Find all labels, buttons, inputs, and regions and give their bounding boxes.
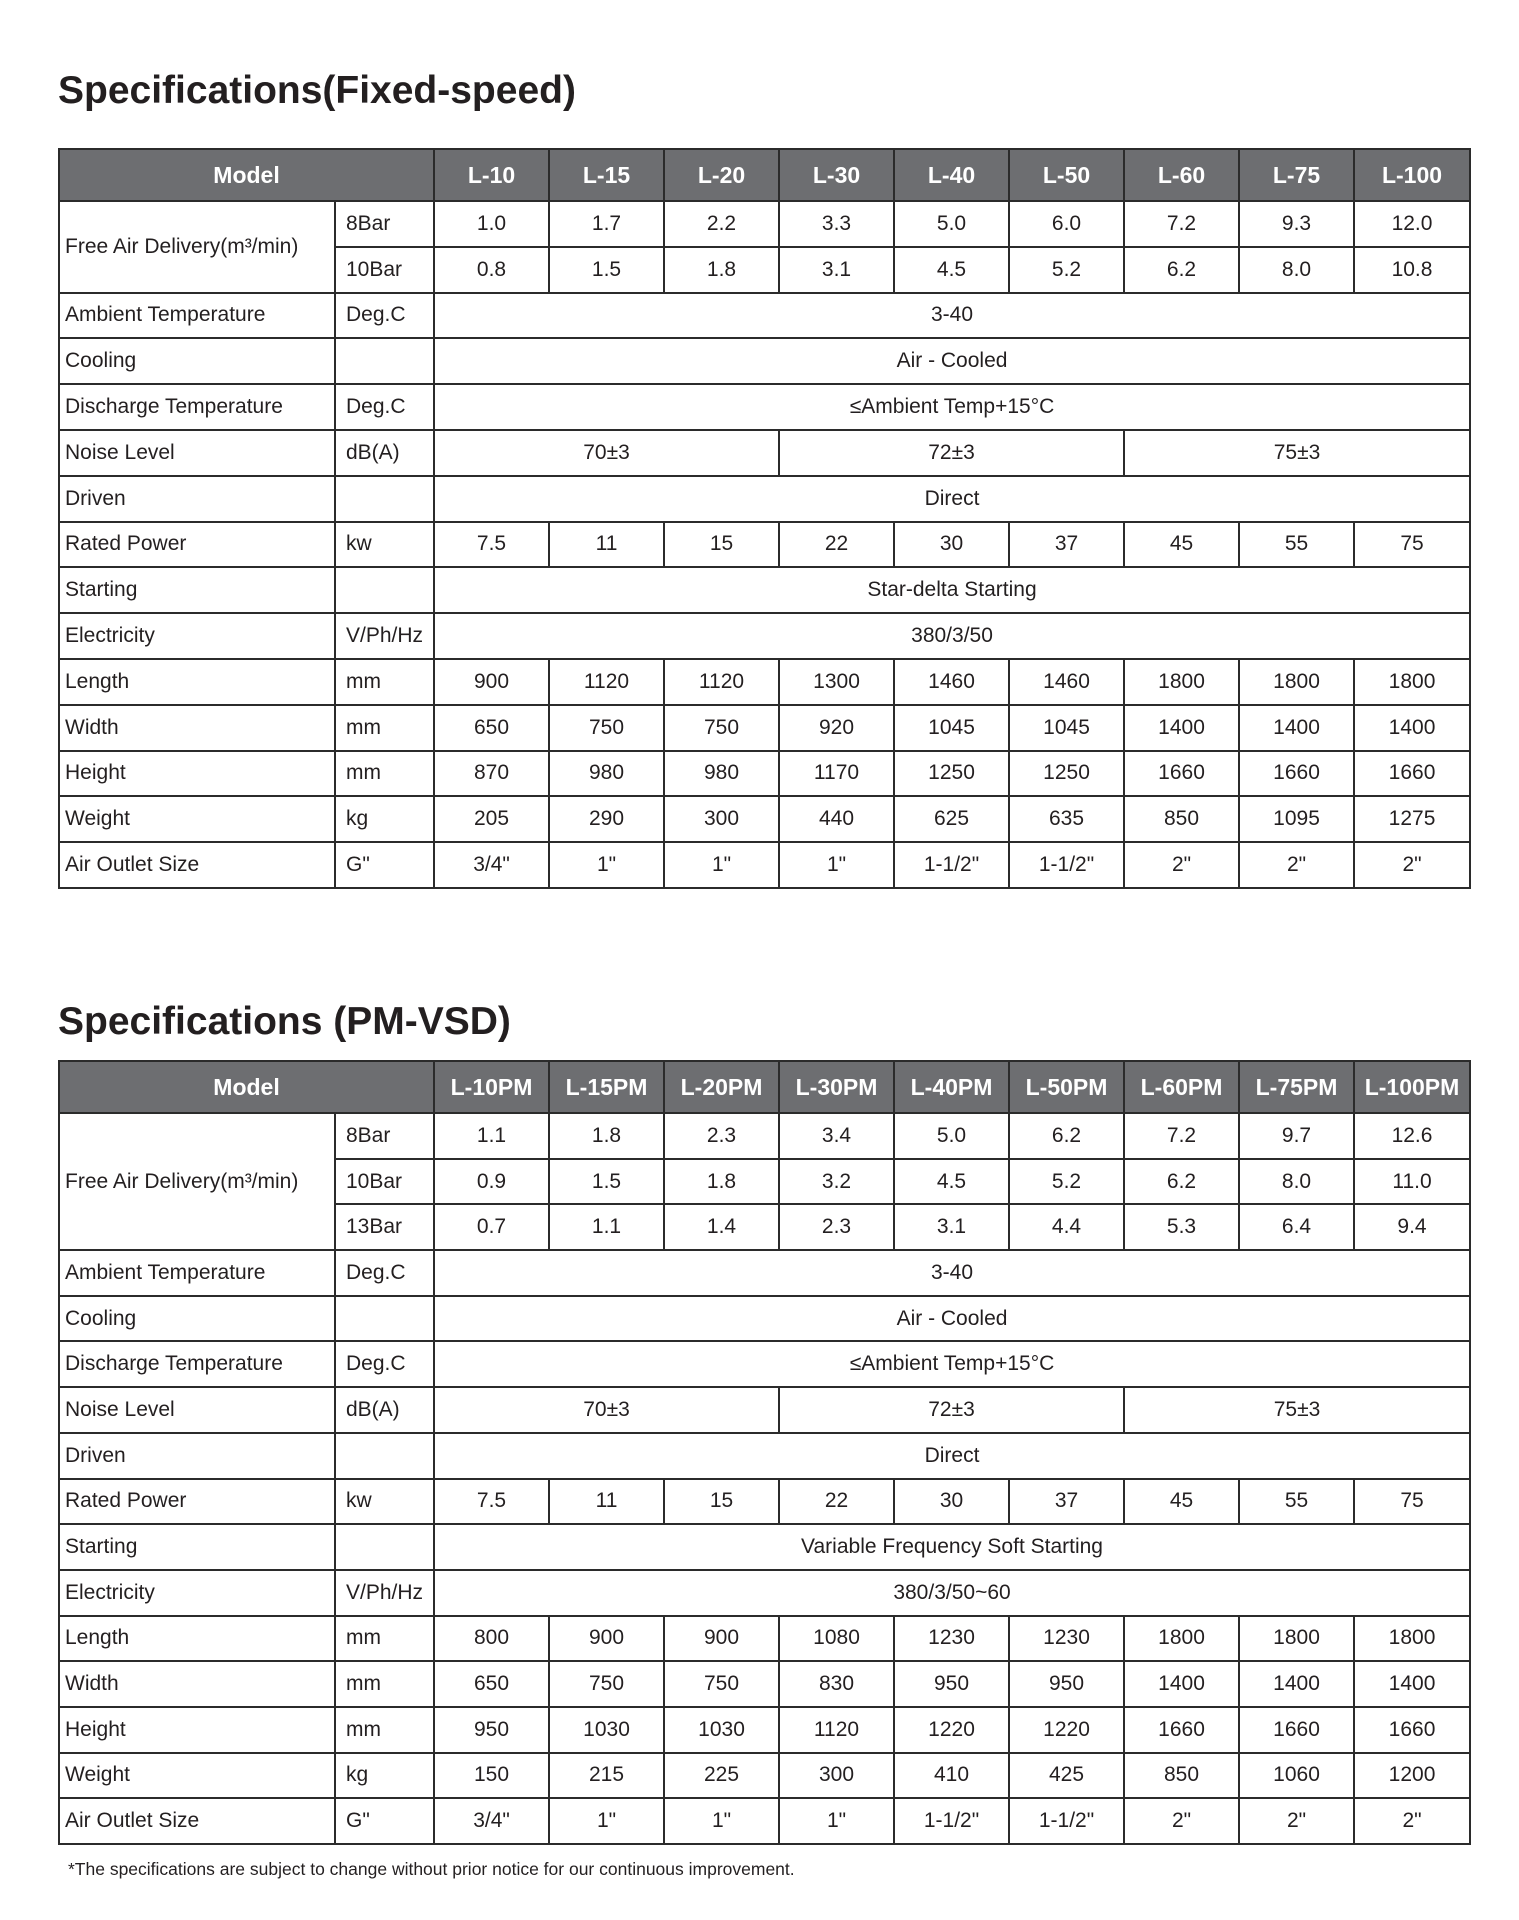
value-cell: 1800 — [1124, 1616, 1239, 1662]
merged-value-cell: 72±3 — [779, 430, 1124, 476]
value-cell: 1-1/2" — [894, 1798, 1009, 1844]
value-cell: 15 — [664, 1479, 779, 1525]
pressure-label: 10Bar — [335, 247, 434, 293]
value-cell: 9.3 — [1239, 201, 1354, 247]
value-cell: 1400 — [1124, 705, 1239, 751]
value-cell: 1400 — [1124, 1661, 1239, 1707]
value-cell: 0.7 — [434, 1204, 549, 1250]
merged-value-cell: Direct — [434, 476, 1470, 522]
model-name: L-15 — [549, 149, 664, 201]
param-label: Electricity — [59, 1570, 335, 1616]
spec-row — [59, 1433, 1470, 1479]
merged-value-cell: Star-delta Starting — [434, 567, 1470, 613]
value-cell: 7.2 — [1124, 201, 1239, 247]
param-label: Height — [59, 1707, 335, 1753]
value-cell: 1030 — [549, 1707, 664, 1753]
value-cell: 800 — [434, 1616, 549, 1662]
model-name: L-20PM — [664, 1061, 779, 1113]
unit-label: dB(A) — [335, 1387, 434, 1433]
model-name: L-10PM — [434, 1061, 549, 1113]
value-cell: 55 — [1239, 1479, 1354, 1525]
value-cell: 45 — [1124, 1479, 1239, 1525]
value-cell: 1" — [664, 1798, 779, 1844]
value-cell: 1.8 — [549, 1113, 664, 1159]
value-cell: 215 — [549, 1753, 664, 1799]
spec-row — [59, 476, 1470, 522]
value-cell: 635 — [1009, 796, 1124, 842]
model-name: L-30 — [779, 149, 894, 201]
value-cell: 1400 — [1239, 705, 1354, 751]
model-name: L-100 — [1354, 149, 1470, 201]
value-cell: 1095 — [1239, 796, 1354, 842]
unit-label — [335, 476, 434, 522]
param-label: Width — [59, 1661, 335, 1707]
model-name: L-100PM — [1354, 1061, 1470, 1113]
value-cell: 15 — [664, 522, 779, 568]
value-cell: 1-1/2" — [894, 842, 1009, 888]
value-cell: 2" — [1239, 1798, 1354, 1844]
value-cell: 45 — [1124, 522, 1239, 568]
unit-label: mm — [335, 751, 434, 797]
value-cell: 3.3 — [779, 201, 894, 247]
unit-label: Deg.C — [335, 293, 434, 339]
value-cell: 1660 — [1354, 1707, 1470, 1753]
param-label: Length — [59, 659, 335, 705]
spec-row — [59, 293, 1470, 339]
value-cell: 5.2 — [1009, 1159, 1124, 1205]
spec-row — [59, 567, 1470, 613]
value-cell: 1250 — [894, 751, 1009, 797]
model-name: L-75PM — [1239, 1061, 1354, 1113]
value-cell: 30 — [894, 522, 1009, 568]
fad-row — [59, 201, 1470, 247]
value-cell: 4.4 — [1009, 1204, 1124, 1250]
unit-label: Deg.C — [335, 1250, 434, 1296]
value-cell: 1.1 — [549, 1204, 664, 1250]
spec-row — [59, 751, 1470, 797]
value-cell: 1660 — [1124, 1707, 1239, 1753]
value-cell: 1230 — [1009, 1616, 1124, 1662]
unit-label: Deg.C — [335, 1341, 434, 1387]
merged-value-cell: Air - Cooled — [434, 338, 1470, 384]
value-cell: 1300 — [779, 659, 894, 705]
unit-label: dB(A) — [335, 430, 434, 476]
model-name: L-20 — [664, 149, 779, 201]
value-cell: 75 — [1354, 1479, 1470, 1525]
spec-row — [59, 705, 1470, 751]
param-label: Discharge Temperature — [59, 384, 335, 430]
param-label: Weight — [59, 1753, 335, 1799]
spec-row — [59, 1296, 1470, 1342]
spec-row — [59, 1570, 1470, 1616]
value-cell: 4.5 — [894, 247, 1009, 293]
value-cell: 55 — [1239, 522, 1354, 568]
value-cell: 750 — [664, 1661, 779, 1707]
unit-label — [335, 338, 434, 384]
model-header: Model — [59, 149, 434, 201]
value-cell: 6.0 — [1009, 201, 1124, 247]
param-label: Driven — [59, 476, 335, 522]
value-cell: 650 — [434, 1661, 549, 1707]
value-cell: 1800 — [1354, 659, 1470, 705]
model-name: L-40PM — [894, 1061, 1009, 1113]
value-cell: 9.4 — [1354, 1204, 1470, 1250]
value-cell: 2" — [1354, 1798, 1470, 1844]
value-cell: 1-1/2" — [1009, 1798, 1124, 1844]
param-label: Air Outlet Size — [59, 1798, 335, 1844]
spec-row — [59, 659, 1470, 705]
value-cell: 980 — [664, 751, 779, 797]
value-cell: 1.8 — [664, 1159, 779, 1205]
value-cell: 6.4 — [1239, 1204, 1354, 1250]
value-cell: 1060 — [1239, 1753, 1354, 1799]
fad-row — [59, 1113, 1470, 1159]
value-cell: 5.0 — [894, 1113, 1009, 1159]
unit-label — [335, 1433, 434, 1479]
value-cell: 2" — [1239, 842, 1354, 888]
value-cell: 3.4 — [779, 1113, 894, 1159]
value-cell: 12.6 — [1354, 1113, 1470, 1159]
value-cell: 900 — [664, 1616, 779, 1662]
value-cell: 1800 — [1239, 659, 1354, 705]
pm-vsd-title: Specifications (PM-VSD) — [58, 1000, 511, 1043]
value-cell: 290 — [549, 796, 664, 842]
value-cell: 300 — [779, 1753, 894, 1799]
pm-vsd-spec-table — [58, 1060, 1471, 1845]
value-cell: 1170 — [779, 751, 894, 797]
value-cell: 2.3 — [664, 1113, 779, 1159]
value-cell: 1200 — [1354, 1753, 1470, 1799]
value-cell: 6.2 — [1124, 1159, 1239, 1205]
value-cell: 1.7 — [549, 201, 664, 247]
value-cell: 9.7 — [1239, 1113, 1354, 1159]
value-cell: 1.5 — [549, 1159, 664, 1205]
value-cell: 1660 — [1239, 751, 1354, 797]
value-cell: 2.2 — [664, 201, 779, 247]
unit-label — [335, 1524, 434, 1570]
unit-label: Deg.C — [335, 384, 434, 430]
value-cell: 37 — [1009, 1479, 1124, 1525]
value-cell: 1400 — [1239, 1661, 1354, 1707]
unit-label: kw — [335, 1479, 434, 1525]
value-cell: 1" — [549, 842, 664, 888]
merged-value-cell: 70±3 — [434, 430, 779, 476]
spec-row — [59, 1661, 1470, 1707]
pressure-label: 8Bar — [335, 201, 434, 247]
value-cell: 7.2 — [1124, 1113, 1239, 1159]
value-cell: 3.2 — [779, 1159, 894, 1205]
value-cell: 1220 — [1009, 1707, 1124, 1753]
unit-label: mm — [335, 1661, 434, 1707]
merged-value-cell: 380/3/50 — [434, 613, 1470, 659]
value-cell: 1660 — [1124, 751, 1239, 797]
spec-row — [59, 338, 1470, 384]
unit-label: mm — [335, 1616, 434, 1662]
merged-value-cell: 72±3 — [779, 1387, 1124, 1433]
spec-row — [59, 1753, 1470, 1799]
value-cell: 1230 — [894, 1616, 1009, 1662]
value-cell: 6.2 — [1124, 247, 1239, 293]
param-label: Driven — [59, 1433, 335, 1479]
footnote: *The specifications are subject to change without prior notice for our continuous improvement. — [68, 1859, 795, 1879]
value-cell: 0.8 — [434, 247, 549, 293]
param-label: Starting — [59, 567, 335, 613]
value-cell: 30 — [894, 1479, 1009, 1525]
value-cell: 625 — [894, 796, 1009, 842]
param-label: Noise Level — [59, 1387, 335, 1433]
param-label: Free Air Delivery(m³/min) — [59, 201, 335, 293]
value-cell: 1" — [664, 842, 779, 888]
unit-label: mm — [335, 1707, 434, 1753]
pressure-label: 13Bar — [335, 1204, 434, 1250]
value-cell: 920 — [779, 705, 894, 751]
unit-label: kg — [335, 796, 434, 842]
value-cell: 1250 — [1009, 751, 1124, 797]
value-cell: 11 — [549, 1479, 664, 1525]
unit-label — [335, 567, 434, 613]
spec-row — [59, 613, 1470, 659]
param-label: Ambient Temperature — [59, 1250, 335, 1296]
value-cell: 1800 — [1124, 659, 1239, 705]
value-cell: 750 — [549, 1661, 664, 1707]
spec-row — [59, 1250, 1470, 1296]
value-cell: 950 — [434, 1707, 549, 1753]
param-label: Weight — [59, 796, 335, 842]
merged-value-cell: ≤Ambient Temp+15°C — [434, 1341, 1470, 1387]
value-cell: 1120 — [664, 659, 779, 705]
spec-row — [59, 796, 1470, 842]
param-label: Width — [59, 705, 335, 751]
value-cell: 7.5 — [434, 522, 549, 568]
merged-value-cell: 75±3 — [1124, 430, 1470, 476]
value-cell: 1400 — [1354, 705, 1470, 751]
value-cell: 1.5 — [549, 247, 664, 293]
value-cell: 4.5 — [894, 1159, 1009, 1205]
model-name: L-60 — [1124, 149, 1239, 201]
param-label: Cooling — [59, 338, 335, 384]
value-cell: 2" — [1354, 842, 1470, 888]
value-cell: 3/4" — [434, 842, 549, 888]
param-label: Noise Level — [59, 430, 335, 476]
value-cell: 1.4 — [664, 1204, 779, 1250]
value-cell: 650 — [434, 705, 549, 751]
value-cell: 2" — [1124, 842, 1239, 888]
fixed-speed-title: Specifications(Fixed-speed) — [58, 69, 576, 112]
value-cell: 7.5 — [434, 1479, 549, 1525]
pressure-label: 8Bar — [335, 1113, 434, 1159]
spec-row — [59, 1798, 1470, 1844]
value-cell: 425 — [1009, 1753, 1124, 1799]
spec-row — [59, 1479, 1470, 1525]
model-header: Model — [59, 1061, 434, 1113]
value-cell: 2" — [1124, 1798, 1239, 1844]
pressure-label: 10Bar — [335, 1159, 434, 1205]
value-cell: 900 — [434, 659, 549, 705]
value-cell: 11.0 — [1354, 1159, 1470, 1205]
merged-value-cell: ≤Ambient Temp+15°C — [434, 384, 1470, 430]
value-cell: 850 — [1124, 1753, 1239, 1799]
value-cell: 1030 — [664, 1707, 779, 1753]
value-cell: 5.3 — [1124, 1204, 1239, 1250]
model-name: L-50PM — [1009, 1061, 1124, 1113]
value-cell: 37 — [1009, 522, 1124, 568]
param-label: Rated Power — [59, 522, 335, 568]
merged-value-cell: 3-40 — [434, 1250, 1470, 1296]
param-label: Ambient Temperature — [59, 293, 335, 339]
merged-value-cell: 70±3 — [434, 1387, 779, 1433]
param-label: Length — [59, 1616, 335, 1662]
value-cell: 22 — [779, 1479, 894, 1525]
value-cell: 150 — [434, 1753, 549, 1799]
value-cell: 440 — [779, 796, 894, 842]
value-cell: 980 — [549, 751, 664, 797]
param-label: Starting — [59, 1524, 335, 1570]
model-name: L-10 — [434, 149, 549, 201]
value-cell: 1045 — [1009, 705, 1124, 751]
value-cell: 205 — [434, 796, 549, 842]
spec-row — [59, 430, 1470, 476]
spec-row — [59, 1524, 1470, 1570]
value-cell: 5.2 — [1009, 247, 1124, 293]
fixed-speed-spec-table — [58, 148, 1471, 889]
value-cell: 1" — [779, 1798, 894, 1844]
spec-row — [59, 384, 1470, 430]
value-cell: 11 — [549, 522, 664, 568]
value-cell: 1-1/2" — [1009, 842, 1124, 888]
value-cell: 830 — [779, 1661, 894, 1707]
value-cell: 75 — [1354, 522, 1470, 568]
model-name: L-40 — [894, 149, 1009, 201]
value-cell: 1660 — [1354, 751, 1470, 797]
header-row — [59, 1061, 1470, 1113]
unit-label: mm — [335, 659, 434, 705]
value-cell: 1" — [549, 1798, 664, 1844]
param-label: Height — [59, 751, 335, 797]
merged-value-cell: 75±3 — [1124, 1387, 1470, 1433]
value-cell: 10.8 — [1354, 247, 1470, 293]
value-cell: 950 — [1009, 1661, 1124, 1707]
param-label: Free Air Delivery(m³/min) — [59, 1113, 335, 1250]
unit-label — [335, 1296, 434, 1342]
value-cell: 1.0 — [434, 201, 549, 247]
param-label: Discharge Temperature — [59, 1341, 335, 1387]
spec-row — [59, 1707, 1470, 1753]
unit-label: G" — [335, 1798, 434, 1844]
value-cell: 1220 — [894, 1707, 1009, 1753]
spec-row — [59, 1616, 1470, 1662]
value-cell: 300 — [664, 796, 779, 842]
merged-value-cell: 3-40 — [434, 293, 1470, 339]
value-cell: 6.2 — [1009, 1113, 1124, 1159]
value-cell: 1.1 — [434, 1113, 549, 1159]
value-cell: 1400 — [1354, 1661, 1470, 1707]
value-cell: 900 — [549, 1616, 664, 1662]
value-cell: 750 — [549, 705, 664, 751]
value-cell: 22 — [779, 522, 894, 568]
value-cell: 2.3 — [779, 1204, 894, 1250]
value-cell: 1460 — [894, 659, 1009, 705]
value-cell: 1275 — [1354, 796, 1470, 842]
unit-label: G" — [335, 842, 434, 888]
value-cell: 225 — [664, 1753, 779, 1799]
value-cell: 750 — [664, 705, 779, 751]
model-name: L-30PM — [779, 1061, 894, 1113]
unit-label: kg — [335, 1753, 434, 1799]
value-cell: 1660 — [1239, 1707, 1354, 1753]
merged-value-cell: Variable Frequency Soft Starting — [434, 1524, 1470, 1570]
value-cell: 1.8 — [664, 247, 779, 293]
unit-label: V/Ph/Hz — [335, 1570, 434, 1616]
param-label: Cooling — [59, 1296, 335, 1342]
param-label: Rated Power — [59, 1479, 335, 1525]
model-name: L-15PM — [549, 1061, 664, 1113]
value-cell: 410 — [894, 1753, 1009, 1799]
value-cell: 1045 — [894, 705, 1009, 751]
spec-row — [59, 1341, 1470, 1387]
value-cell: 1120 — [549, 659, 664, 705]
model-name: L-50 — [1009, 149, 1124, 201]
value-cell: 3.1 — [894, 1204, 1009, 1250]
value-cell: 0.9 — [434, 1159, 549, 1205]
model-name: L-60PM — [1124, 1061, 1239, 1113]
value-cell: 3/4" — [434, 1798, 549, 1844]
value-cell: 950 — [894, 1661, 1009, 1707]
merged-value-cell: Direct — [434, 1433, 1470, 1479]
unit-label: V/Ph/Hz — [335, 613, 434, 659]
value-cell: 1" — [779, 842, 894, 888]
header-row — [59, 149, 1470, 201]
unit-label: kw — [335, 522, 434, 568]
value-cell: 850 — [1124, 796, 1239, 842]
merged-value-cell: 380/3/50~60 — [434, 1570, 1470, 1616]
value-cell: 1800 — [1354, 1616, 1470, 1662]
value-cell: 3.1 — [779, 247, 894, 293]
value-cell: 5.0 — [894, 201, 1009, 247]
spec-row — [59, 842, 1470, 888]
value-cell: 1800 — [1239, 1616, 1354, 1662]
value-cell: 1460 — [1009, 659, 1124, 705]
spec-row — [59, 1387, 1470, 1433]
param-label: Air Outlet Size — [59, 842, 335, 888]
value-cell: 12.0 — [1354, 201, 1470, 247]
param-label: Electricity — [59, 613, 335, 659]
merged-value-cell: Air - Cooled — [434, 1296, 1470, 1342]
spec-row — [59, 522, 1470, 568]
value-cell: 1080 — [779, 1616, 894, 1662]
value-cell: 870 — [434, 751, 549, 797]
value-cell: 1120 — [779, 1707, 894, 1753]
model-name: L-75 — [1239, 149, 1354, 201]
value-cell: 8.0 — [1239, 247, 1354, 293]
value-cell: 8.0 — [1239, 1159, 1354, 1205]
unit-label: mm — [335, 705, 434, 751]
